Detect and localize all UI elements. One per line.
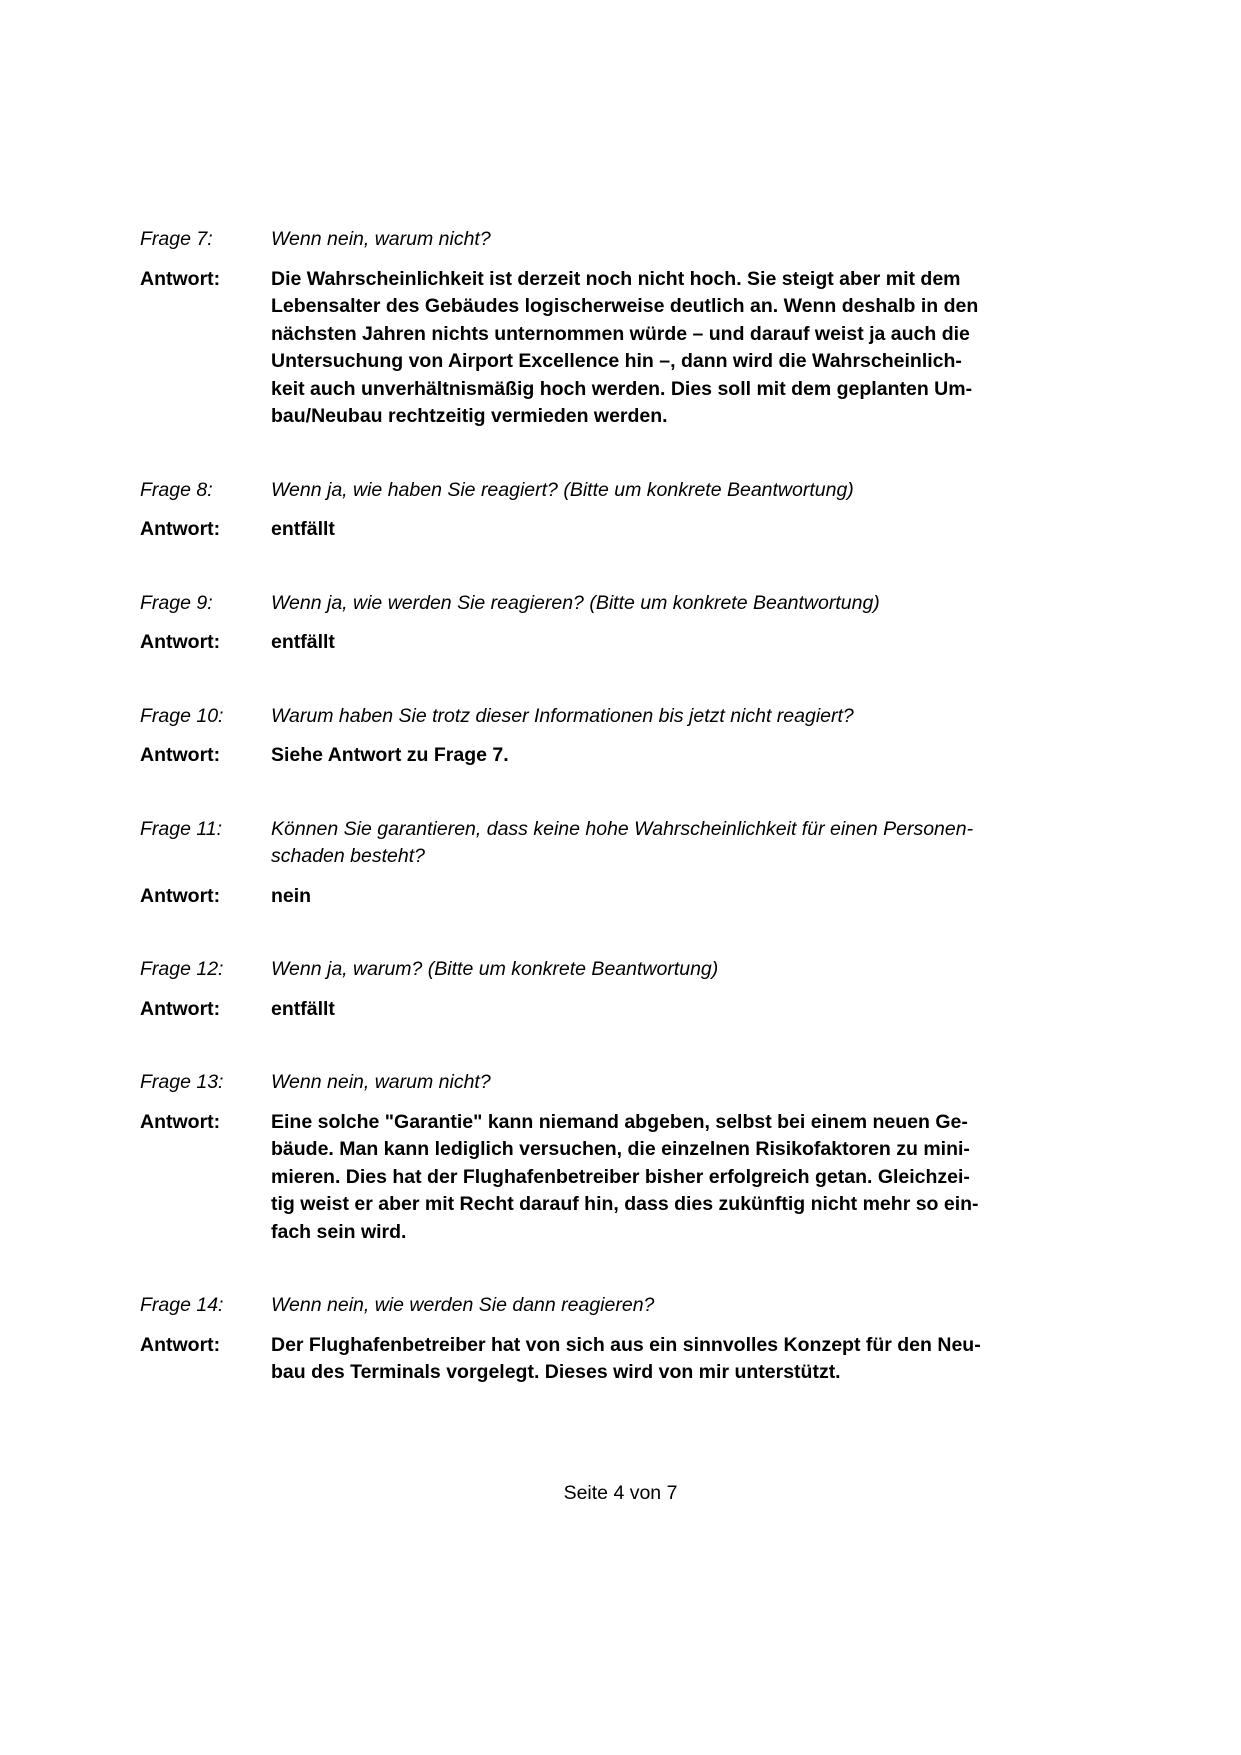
answer-row — [140, 516, 1146, 544]
answer-text — [271, 1332, 1146, 1387]
answer-line: bäude. Man kann lediglich versuchen, die einzelnen Risikofaktoren zu mini- — [271, 1138, 970, 1160]
answer-label: Antwort: — [140, 997, 221, 1020]
question-line: schaden besteht? — [271, 845, 425, 867]
answer-label: Antwort: — [140, 631, 221, 653]
answer-text — [271, 516, 1146, 544]
question-row — [140, 703, 1146, 731]
answer-line: entfällt — [271, 997, 335, 1020]
answer-label: Antwort: — [140, 1110, 221, 1133]
answer-line: Untersuchung von Airport Excellence hin –, dann wird die Wahrscheinlich- — [271, 350, 962, 372]
question-label: Frage 13: — [140, 1071, 224, 1093]
question-row — [140, 1069, 1146, 1097]
answer-line: nächsten Jahren nichts unternommen würde – und darauf weist ja auch die — [271, 322, 970, 345]
question-line: Können Sie garantieren, dass keine hohe Wahrscheinlichkeit für einen Personen- — [271, 817, 974, 840]
qa-item — [140, 477, 1146, 544]
qa-item — [140, 703, 1146, 770]
answer-line: mieren. Dies hat der Flughafenbetreiber bisher erfolgreich getan. Gleichzei- — [271, 1165, 970, 1188]
question-row — [140, 816, 1146, 871]
question-label: Frage 8: — [140, 478, 213, 501]
qa-item — [140, 1069, 1146, 1246]
question-line: Wenn ja, warum? (Bitte um konkrete Beantwortung) — [271, 958, 719, 980]
answer-line: nein — [271, 884, 312, 907]
question-line: Wenn nein, warum nicht? — [271, 1071, 491, 1093]
question-label: Frage 12: — [140, 958, 224, 980]
answer-line: Eine solche "Garantie" kann niemand abgeben, selbst bei einem neuen Ge- — [271, 1110, 968, 1133]
question-text — [271, 477, 1146, 505]
answer-text — [271, 1109, 1146, 1247]
answer-line: entfällt — [271, 631, 335, 653]
answer-text — [271, 742, 1146, 770]
answer-text — [271, 629, 1146, 657]
answer-label: Antwort: — [140, 884, 221, 907]
question-text — [271, 956, 1146, 984]
question-label: Frage 10: — [140, 704, 224, 727]
question-text — [271, 816, 1146, 871]
answer-line: tig weist er aber mit Recht darauf hin, dass dies zukünftig nicht mehr so ein- — [271, 1193, 979, 1215]
question-text — [271, 226, 1146, 254]
qa-list — [140, 226, 1146, 1387]
question-label: Frage 14: — [140, 1294, 224, 1316]
question-row — [140, 1292, 1146, 1320]
question-row — [140, 590, 1146, 618]
question-row — [140, 226, 1146, 254]
answer-row — [140, 742, 1146, 770]
answer-line: Die Wahrscheinlichkeit ist derzeit noch nicht hoch. Sie steigt aber mit dem — [271, 267, 961, 290]
question-label: Frage 9: — [140, 591, 213, 614]
question-label: Frage 11: — [140, 817, 223, 840]
question-line: Wenn ja, wie werden Sie reagieren? (Bitte um konkrete Beantwortung) — [271, 591, 880, 614]
answer-line: bau/Neubau rechtzeitig vermieden werden. — [271, 405, 668, 427]
question-text — [271, 1069, 1146, 1097]
answer-row — [140, 1109, 1146, 1247]
answer-line: keit auch unverhältnismäßig hoch werden. Dies soll mit dem geplanten Um- — [271, 377, 973, 400]
question-label: Frage 7: — [140, 228, 213, 250]
answer-label: Antwort: — [140, 744, 221, 766]
page-footer: Seite 4 von 7 — [563, 1482, 678, 1504]
qa-item — [140, 816, 1146, 911]
answer-label: Antwort: — [140, 518, 221, 540]
qa-item — [140, 956, 1146, 1023]
answer-row — [140, 266, 1146, 431]
question-row — [140, 956, 1146, 984]
answer-line: bau des Terminals vorgelegt. Dieses wird von mir unterstützt. — [271, 1361, 841, 1383]
answer-row — [140, 883, 1146, 911]
answer-row — [140, 1332, 1146, 1387]
answer-row — [140, 629, 1146, 657]
answer-label: Antwort: — [140, 1333, 221, 1356]
answer-line: entfällt — [271, 518, 335, 540]
answer-text — [271, 996, 1146, 1024]
question-line: Wenn nein, wie werden Sie dann reagieren? — [271, 1294, 655, 1316]
answer-line: Siehe Antwort zu Frage 7. — [271, 744, 509, 766]
answer-label: Antwort: — [140, 267, 221, 290]
answer-line: Lebensalter des Gebäudes logischerweise deutlich an. Wenn deshalb in den — [271, 295, 979, 317]
answer-row — [140, 996, 1146, 1024]
question-line: Wenn ja, wie haben Sie reagiert? (Bitte um konkrete Beantwortung) — [271, 478, 854, 501]
answer-line: fach sein wird. — [271, 1220, 407, 1243]
question-text — [271, 703, 1146, 731]
question-text — [271, 1292, 1146, 1320]
question-line: Wenn nein, warum nicht? — [271, 228, 491, 250]
qa-item — [140, 590, 1146, 657]
qa-item — [140, 226, 1146, 431]
question-line: Warum haben Sie trotz dieser Informationen bis jetzt nicht reagiert? — [271, 704, 854, 727]
qa-item — [140, 1292, 1146, 1387]
question-text — [271, 590, 1146, 618]
answer-text — [271, 266, 1146, 431]
question-row — [140, 477, 1146, 505]
answer-line: Der Flughafenbetreiber hat von sich aus ein sinnvolles Konzept für den Neu- — [271, 1333, 981, 1356]
answer-text — [271, 883, 1146, 911]
